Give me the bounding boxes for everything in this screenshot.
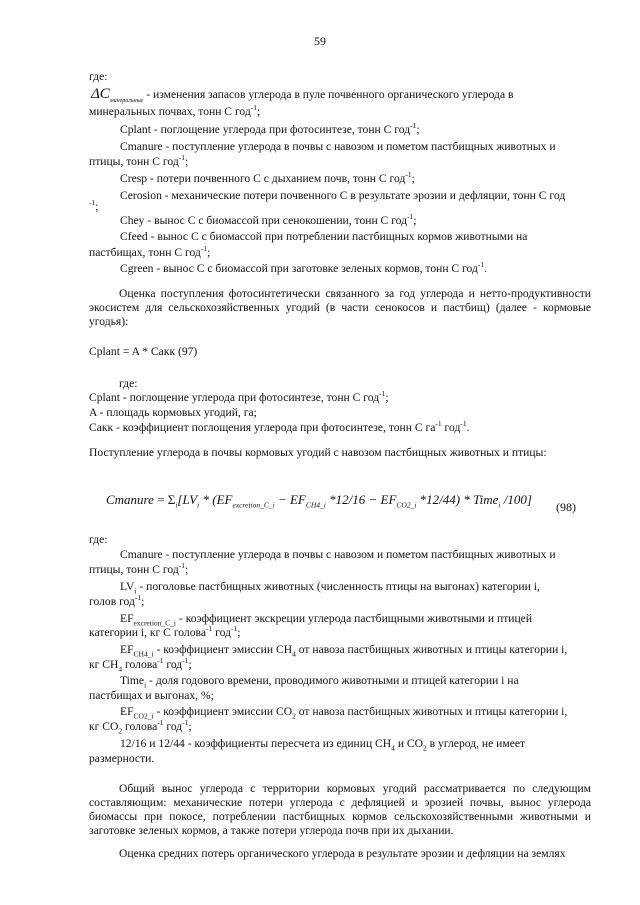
where-label-3: где: (89, 533, 108, 546)
cmanure-definition-2: Cmanure - поступление углерода в почвы с навозом и пометом пастбищных животных и (120, 548, 556, 561)
conversion-ratios-cont: размерности. (89, 752, 155, 765)
ef-co2-definition: $EF_{CO2\_i}$ - коэффициент эмиссии $CO_2$ от навоза пастбищных животных и птицы категории i, (120, 705, 568, 721)
lv-definition-cont: голов год$^{-1}$; (89, 593, 145, 608)
paragraph-carbon-removal: Общий вынос углерода с территории кормовых угодий рассматривается по следующим составляющим: механические потери углерода с дефляцией и эрозией почвы, вынос углерода биомассы при покосе, потреблении пастбищных кормов сельскохозяйственными животными и заготовке зеленых кормов, а также потери углерода почв при их дыхании. (89, 782, 591, 837)
cfeed-definition-cont: пастбищах, тонн С год$^{-1}$; (89, 244, 211, 259)
cerosion-definition-cont: $^{-1}$; (89, 198, 99, 213)
time-definition-cont: пастбищах и выгонах, %; (89, 689, 214, 702)
equation-98-number: (98) (556, 500, 576, 514)
equation-98: Cmanure = $\Sigma_i[LV_i * (EF_{excretion\_C\_i} - EF_{CH4\_i}$ $*12/16 - EF_{CO2\_i}$ *12/44) * Time$_i$ /100] (106, 492, 532, 510)
where-label-2: где: (119, 377, 138, 390)
paragraph-photosynthesis: Оценка поступления фотосинтетически связанного за год углерода и нетто-продуктивности экосистем для сельскохозяйственных угодий (в части сенокосов и пастбищ) (далее - кормовые угодья): (89, 287, 591, 328)
delta-c-definition: $\Delta C_{минеральные}$ - изменения запасов углерода в пуле почвенного органического углерода в (91, 86, 514, 104)
cplant-definition: Cplant - поглощение углерода при фотосинтезе, тонн С год$^{-1}$; (120, 121, 420, 136)
ef-ch4-definition: $EF_{CH4\_i}$ - коэффициент эмиссии $CH_4$ от навоза пастбищных животных и птицы категории i, (120, 643, 568, 659)
time-definition: Time$_i$ - доля годового времени, проводимого животными и птицей категории i на (120, 674, 519, 690)
chey-definition: Chey - вынос С с биомассой при сенокошении, тонн С год$^{-1}$; (120, 212, 417, 227)
cerosion-definition: Cerosion - механические потери почвенного С в результате эрозии и дефляции, тонн С год (120, 189, 566, 202)
cmanure-definition-cont: птицы, тонн С год$^{-1}$; (89, 153, 189, 168)
cmanure-definition-2-cont: птицы, тонн С год$^{-1}$; (89, 561, 189, 576)
cfeed-definition: Cfeed - вынос С с биомассой при потреблении пастбищных кормов животными на (120, 230, 528, 243)
lv-definition: $LV_i$ - поголовье пастбищных животных (численность птицы на выгонах) категории i, (120, 580, 540, 596)
paragraph-manure-input: Поступление углерода в почвы кормовых угодий с навозом пастбищных животных и птицы: (89, 446, 547, 459)
equation-97: Cplant = A * Cакк (97) (89, 345, 198, 358)
ef-excretion-definition-cont: категории i, кг С голова$^{-1}$ год$^{-1}$; (89, 624, 241, 639)
where-label-1: где: (89, 70, 108, 83)
ef-excretion-definition: $EF_{excretion\_C\_i}$ - коэффициент экскреции углерода пастбищными животными и птицей (120, 612, 533, 628)
cmanure-definition: Cmanure - поступление углерода в почвы с навозом и пометом пастбищных животных и (120, 140, 556, 153)
area-definition: A - площадь кормовых угодий, га; (89, 406, 257, 419)
ef-ch4-definition-cont: кг $CH_4$ голова$^{-1}$ год$^{-1}$; (89, 656, 192, 674)
conversion-ratios: 12/16 и 12/44 - коэффициенты пересчета из единиц $CH_4$ и $CO_2$ в углерод, не имеет (120, 737, 526, 753)
cgreen-definition: Cgreen - вынос С с биомассой при заготовке зеленых кормов, тонн С год$^{-1}$. (120, 260, 488, 275)
delta-c-symbol: $\Delta C_{минеральные}$ (91, 86, 144, 104)
cresp-definition: Cresp - потери почвенного С с дыханием почв, тонн С год$^{-1}$; (120, 170, 415, 185)
paragraph-erosion-losses: Оценка средних потерь органического углерода в результате эрозии и дефляции на землях (119, 847, 566, 860)
page-number: 59 (314, 34, 326, 48)
cplant-definition-2: Cplant - поглощение углерода при фотосинтезе, тонн С год$^{-1}$; (89, 389, 389, 404)
delta-c-definition-cont: минеральных почвах, тонн С год$^{-1}$; (89, 103, 261, 118)
ef-co2-definition-cont: кг $CO_2$ голова$^{-1}$ год$^{-1}$; (89, 718, 192, 736)
cakk-definition: Cакк - коэффициент поглощения углерода при фотосинтезе, тонн С $га^{-1}$ год$^{-1}$. (89, 419, 470, 434)
